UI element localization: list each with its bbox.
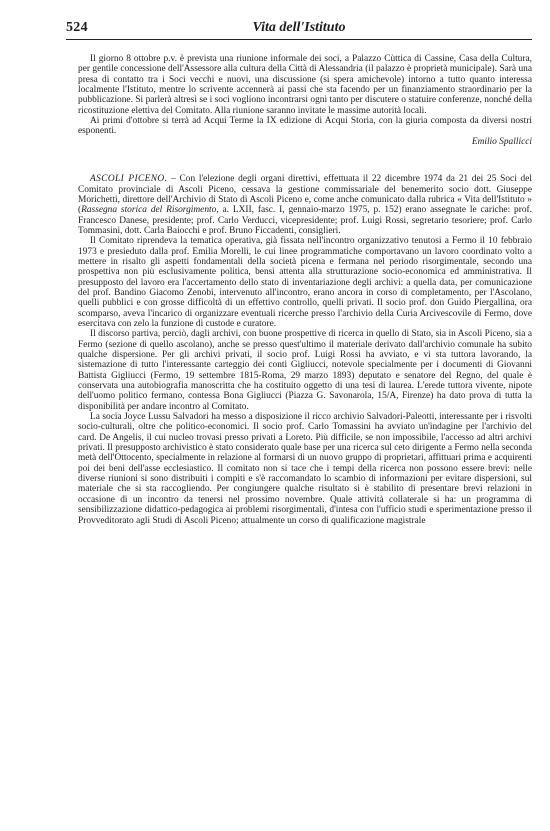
journal-title: Rassegna storica del Risorgimento: [81, 205, 217, 216]
paragraph: [78, 174, 532, 236]
author-signature: Emilio Spallicci: [471, 136, 532, 147]
paragraph: Il giorno 8 ottobre p.v. è prevista una riunione informale dei soci, a Palazzo Cùttica di Cassine, Casa della Cultura, per gentile concessione dell'Assessore alla cultura della Città di Alessandria (il palazzo è proprietà municipale). Sarà una presa di contatto tra i Soci vecchi e nuovi, una discussione (si spera amichevole) intorno a tutto quanto interessa localmente l'Istituto, mentre lo scrivente accennerà ai passi che sta facendo per un finanziamento straordinario per la pubblicazione. Si parlerà altresì se i soci vogliono incontrarsi ogni tanto per discutere o statuire conferenze, nonché della ricostituzione elettiva del Comitato. Alla riunione saranno invitate le massime autorità locali.: [78, 54, 532, 116]
section-gap: [78, 147, 532, 174]
paragraph: La socia Joyce Lussu Salvadori ha messo a disposizione il ricco archivio Salvadori-Paleotti, interessante per i risvolti socio-culturali, oltre che politico-economici. Il socio prof. Carlo Tomassini ha avviato un'indagine per l'archivio del card. De Angelis, il cui nucleo trovasi presso privati a Loreto. Più difficile, se non impossibile, l'accesso ad altri archivi privati. Il presupposto archivistico è stato considerato quale base per una ricerca sul ceto dirigente a Fermo nella seconda metà dell'Ottocento, specialmente in relazione al formarsi di un nuovo gruppo di proprietari, affittuari prima e acquirenti poi dei beni dell'asse ecclesiastico. Il comitato non si tace che i tempi della ricerca non possono essere brevi: nelle diverse riunioni si sono distribuiti i compiti e s'è raccomandato lo scambio di informazioni per evitare dispersioni, sul materiale che si sta raccogliendo. Per congiungere qualche risultato si è stabilito di presentare brevi relazioni in occasione di un incontro da tenersi nel prossimo novembre. Quale attività collaterale si ha: un programma di sensibilizzazione didattico-pedagogica ai problemi risorgimentali, d'intesa con l'ufficio studi e sperimentazione presso il Provveditorato agli Studi di Ascoli Piceno; attualmente un corso di qualificazione magistrale: [78, 412, 532, 526]
place-heading: ASCOLI PICENO.: [90, 174, 168, 185]
paragraph: Ai primi d'ottobre si terrà ad Acqui Terme la IX edizione di Acqui Storia, con la giuria composta da diversi nostri esponenti.: [78, 116, 532, 137]
page-number: 524: [66, 20, 88, 35]
paragraph: Il discorso partiva, perciò, dagli archivi, con buone prospettive di ricerca in quello di Stato, sia in Ascoli Piceno, sia a Fermo (sezione di quello ascolano), anche se presso quest'ultimo il materiale derivato dall'archivio comunale ha subito qualche dispersione. Per gli archivi privati, il socio prof. Luigi Rossi ha avviato, e vi sta tuttora lavorando, la sistemazione di tutto l'interessante carteggio dei conti Gigliucci, notevole specialmente per i documenti di Giovanni Battista Gigliucci (Fermo, 19 settembre 1815-Roma, 29 marzo 1893) deputato e senatore del Regno, del quale è conservata una autobiografia manoscritta che ha costituito oggetto di una tesi di laurea. L'erede tuttora vivente, nipote dell'uomo politico fermano, contessa Bona Gigliucci (Piazza G. Savonarola, 15/A, Firenze) ha dato prova di tutta la disponibilità per andare incontro al Comitato.: [78, 329, 532, 412]
text-run: – Con l'elezione degli organi direttivi, effettuata il 22 dicembre 1974 da 21 dei 25 Soci del Comitato provinciale di Ascoli Piceno, cessava la gestione commissariale del benemerito socio dott. Giuseppe Morichetti, direttore dell'Archivio di Stato di Ascoli Piceno e, come anche comunicato dalla rubrica « Vita dell'Istituto » (: [78, 174, 532, 216]
page-body: [78, 54, 532, 526]
paragraph: Il Comitato riprendeva la tematica operativa, già fissata nell'incontro organizzativo tenutosi a Fermo il 10 febbraio 1973 e presieduto dalla prof. Emilia Morelli, le cui linee programmatiche comportavano un lavoro coordinato volto a mettere in risalto gli aspetti fondamentali della società picena e fermana nel periodo risorgimentale, secondo una prospettiva non più esclusivamente politica, bensì attenta alla strutturazione socio-economica ed amministrativa. Il presupposto del lavoro era l'accertamento dello stato di inventariazione degli archivi: a quella data, per comunicazione del prof. Bandino Giacomo Zenobi, intervenuto all'incontro, erano ancora in corso di completamento, per l'Ascolano, quelli pubblici e con grosse difficoltà di un effettivo controllo, quelli privati. Il socio prof. don Guido Piergallina, ora scomparso, aveva l'incarico di organizzare eventuali ricerche presso l'archivio della Curia Arcivescovile di Fermo, dove esercitava con zelo la funzione di custode e curatore.: [78, 236, 532, 329]
text-run: , a. LXII, fasc. I, gennaio-marzo 1975, p. 152) erano assegnate le cariche: prof. Francesco Danese, presidente; prof. Carlo Verducci, vicepresidente; prof. Luigi Rossi, segretario tesoriere; prof. Carlo Tommasini, dott. Carla Baiocchi e prof. Bruno Ficcadenti, consiglieri.: [78, 205, 532, 236]
page-header: [66, 20, 532, 38]
header-rule: [66, 39, 532, 40]
running-head: Vita dell'Istituto: [252, 20, 346, 35]
